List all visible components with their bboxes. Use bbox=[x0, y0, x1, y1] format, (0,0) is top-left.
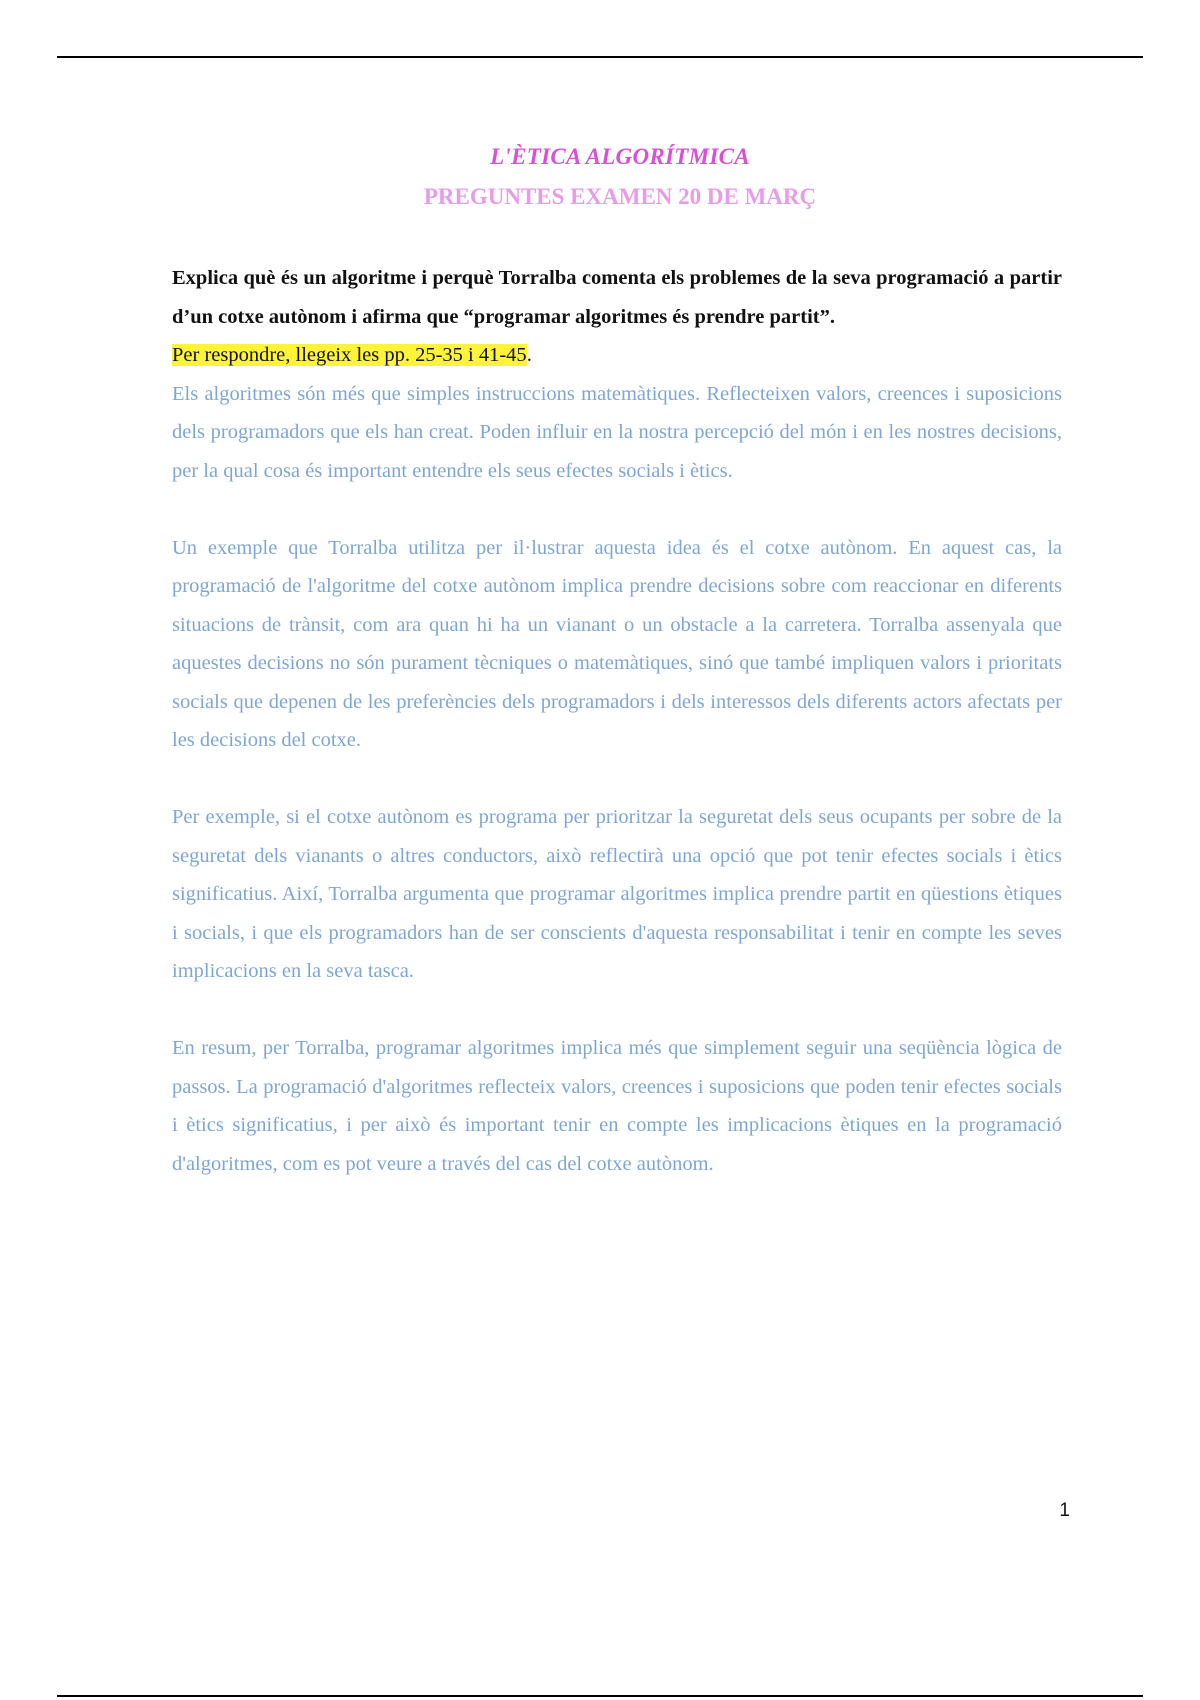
page-number: 1 bbox=[1059, 1500, 1070, 1521]
answer-paragraph-4: En resum, per Torralba, programar algoritmes implica més que simplement seguir una seqüència lògica de passos. La programació d'algoritmes reflecteix valors, creences i suposicions que poden tenir efectes socials i ètics significatius, i per això és important tenir en compte les implicacions ètiques en la programació d'algoritmes, com es pot veure a través del cas del cotxe autònom. bbox=[172, 1037, 1062, 1175]
answer-section bbox=[172, 375, 1062, 1184]
answer-paragraph-3: Per exemple, si el cotxe autònom es programa per prioritzar la seguretat dels seus ocupants per sobre de la seguretat dels vianants o altres conductors, això reflectirà una opció que pot tenir efectes socials i ètics significatius. Així, Torralba argumenta que programar algoritmes implica prendre partit en qüestions ètiques i socials, i que els programadors han de ser conscients d'aquesta responsabilitat i tenir en compte les seves implicacions en la seva tasca. bbox=[172, 806, 1062, 982]
reading-instruction bbox=[172, 336, 1062, 375]
document-subtitle: PREGUNTES EXAMEN 20 DE MARÇ bbox=[423, 184, 817, 209]
document-body bbox=[172, 259, 1062, 1222]
top-rule bbox=[57, 56, 1143, 58]
document-header bbox=[0, 140, 1200, 214]
answer-paragraph-1: Els algoritmes són més que simples instruccions matemàtiques. Reflecteixen valors, creences i suposicions dels programadors que els han creat. Poden influir en la nostra percepció del món i en les nostres decisions, per la qual cosa és important entendre els seus efectes socials i ètics. bbox=[172, 382, 1062, 482]
bottom-rule bbox=[57, 1695, 1143, 1697]
answer-paragraph-2: Un exemple que Torralba utilitza per il·lustrar aquesta idea és el cotxe autònom. En aquest cas, la programació de l'algoritme del cotxe autònom implica prendre decisions sobre com reaccionar en diferents situacions de trànsit, com ara quan hi ha un vianant o un obstacle a la carretera. Torralba assenyala que aquestes decisions no són purament tècniques o matemàtiques, sinó que també impliquen valors i prioritats socials que depenen de les preferències dels programadors i dels interessos dels diferents actors afectats per les decisions del cotxe. bbox=[172, 536, 1062, 751]
document-title: L'ÈTICA ALGORÍTMICA bbox=[490, 144, 750, 169]
exam-question: Explica què és un algoritme i perquè Torralba comenta els problemes de la seva programació a partir d’un cotxe autònom i afirma que “programar algoritmes és prendre partit”. bbox=[172, 267, 1062, 328]
instruction-suffix: . bbox=[526, 344, 532, 366]
highlighted-instruction: Per respondre, llegeix les pp. 25-35 i 41-45 bbox=[172, 344, 527, 366]
